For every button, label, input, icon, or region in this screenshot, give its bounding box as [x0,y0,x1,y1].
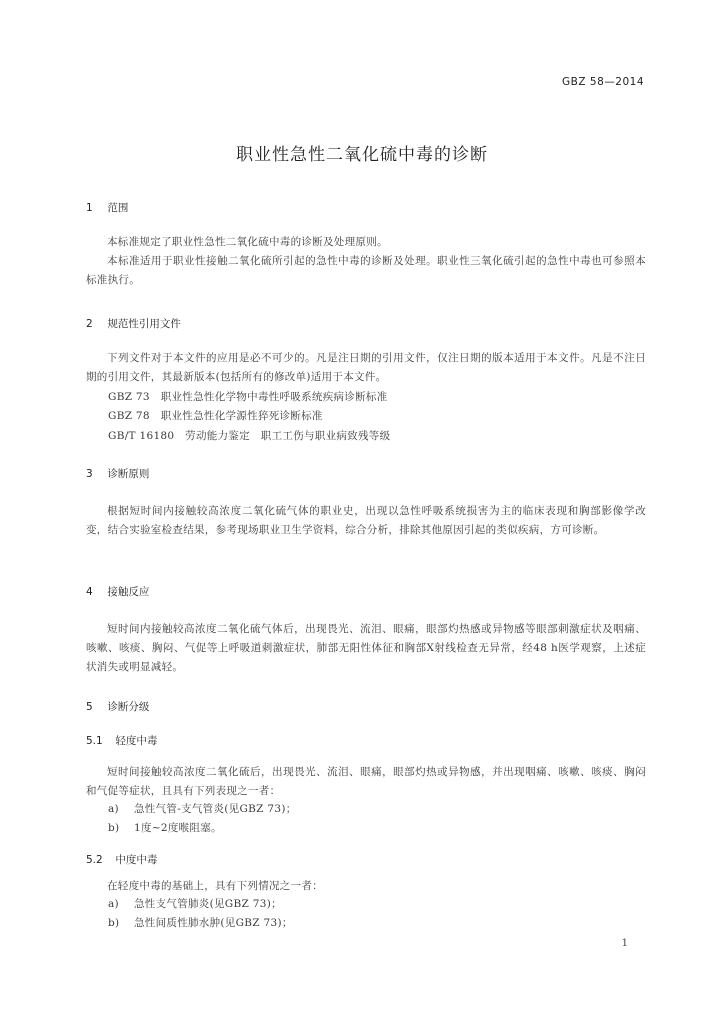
section-number: 1 [86,202,93,214]
standard-number: GBZ 58—2014 [562,76,644,88]
section-heading-diagnostic-grading [86,699,149,714]
section-title: 接触反应 [107,586,150,598]
section-number: 5 [86,701,93,713]
subsection-number: 5.1 [86,735,103,747]
subsection-heading-mild-poisoning [86,733,157,748]
page-number: 1 [621,938,628,949]
paragraph: 短时间内接触较高浓度二氧化硫气体后，出现畏光、流泪、眼痛，眼部灼热感或异物感等眼部刺激症状及咽痛、咳嗽、咳痰、胸闷、气促等上呼吸道刺激症状，肺部无阳性体征和胸部X射线检查无异常，经48 h医学观察，上述症状消失或明显减轻。 [86,623,646,673]
section-number: 2 [86,318,93,330]
list-item-text: 1度~2度喉阻塞。 [134,822,222,834]
list-item-label: b) [108,822,120,834]
section-number: 3 [86,468,93,480]
section-heading-scope [86,200,128,215]
list-item-text: 急性间质性肺水肿(见GBZ 73)； [134,917,293,929]
list-item [108,896,282,911]
subsection-title: 轻度中毒 [115,735,158,747]
reference-item: GBZ 78 职业性急性化学源性猝死诊断标准 [108,410,323,422]
reference-item: GB/T 16180 劳动能力鉴定 职工工伤与职业病致残等级 [108,430,391,442]
reference-item: GBZ 73 职业性急性化学物中毒性呼吸系统疾病诊断标准 [108,391,388,403]
list-item-label: a) [108,898,119,910]
subsection-title: 中度中毒 [115,854,158,866]
paragraph: 在轻度中毒的基础上，具有下列情况之一者： [107,880,323,892]
list-item [108,820,222,835]
paragraph: 根据短时间内接触较高浓度二氧化硫气体的职业史，出现以急性呼吸系统损害为主的临床表现和胸部影像学改变，结合实验室检查结果，参考现场职业卫生学资料，综合分析，排除其他原因引起的类似疾病，方可诊断。 [86,505,646,536]
list-item [108,915,293,930]
paragraph: 短时间接触较高浓度二氧化硫后，出现畏光、流泪、眼痛，眼部灼热或异物感，并出现咽痛、咳嗽、咳痰、胸闷和气促等症状，且具有下列表现之一者： [86,766,646,797]
section-title: 诊断分级 [107,701,150,713]
section-heading-diagnostic-principles [86,466,149,481]
list-item-text: 急性支气管肺炎(见GBZ 73)； [134,898,282,910]
list-item [108,801,297,816]
document-title: 职业性急性二氧化硫中毒的诊断 [236,145,488,165]
section-heading-normative-references [86,316,181,331]
paragraph: 本标准适用于职业性接触二氧化硫所引起的急性中毒的诊断及处理。职业性三氧化硫引起的急性中毒也可参照本标准执行。 [86,255,646,286]
paragraph: 本标准规定了职业性急性二氧化硫中毒的诊断及处理原则。 [107,236,388,248]
paragraph: 下列文件对于本文件的应用是必不可少的。凡是注日期的引用文件，仅注日期的版本适用于本文件。凡是不注日期的引用文件，其最新版本(包括所有的修改单)适用于本文件。 [86,352,646,383]
subsection-heading-moderate-poisoning [86,852,157,867]
list-item-label: a) [108,803,119,815]
section-number: 4 [86,586,93,598]
section-title: 规范性引用文件 [107,318,181,330]
list-item-text: 急性气管-支气管炎(见GBZ 73)； [134,803,297,815]
section-title: 诊断原则 [107,468,150,480]
list-item-label: b) [108,917,120,929]
section-heading-exposure-reaction [86,584,149,599]
section-title: 范围 [107,202,129,214]
subsection-number: 5.2 [86,854,103,866]
